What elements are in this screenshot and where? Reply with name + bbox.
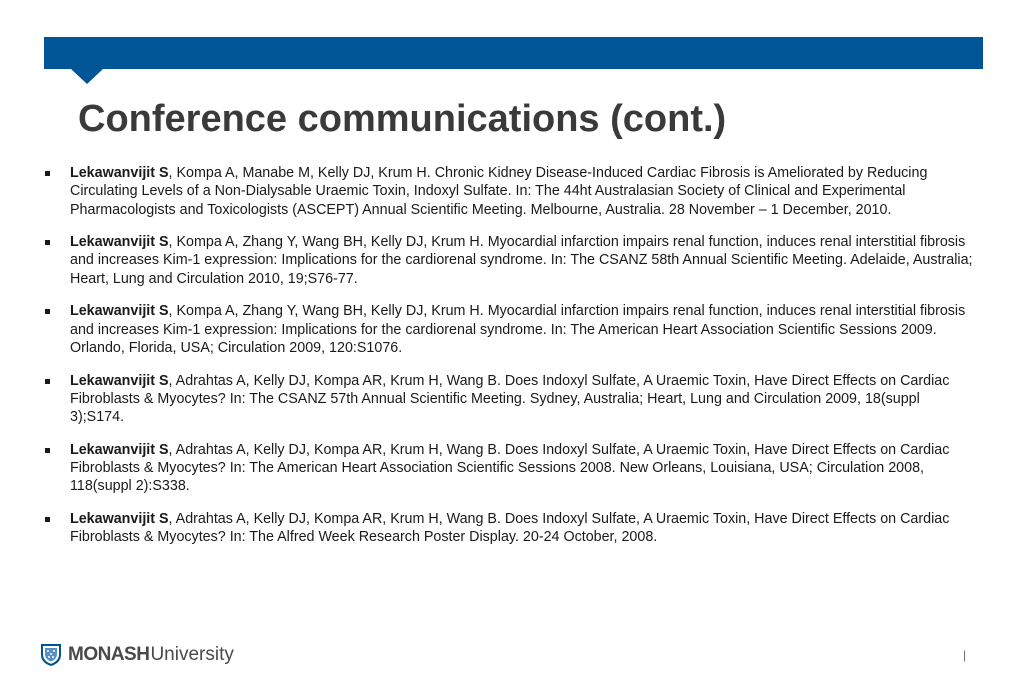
monash-crest-icon xyxy=(40,643,62,667)
logo-university-text: University xyxy=(150,644,234,665)
reference-author: Lekawanvijit S xyxy=(70,441,169,458)
reference-author: Lekawanvijit S xyxy=(70,372,169,389)
header-bar xyxy=(44,37,983,69)
reference-author: Lekawanvijit S xyxy=(70,165,169,181)
reference-author: Lekawanvijit S xyxy=(70,234,169,251)
square-bullet-icon xyxy=(45,448,50,453)
page-number-separator: | xyxy=(963,648,967,662)
reference-item xyxy=(44,441,974,496)
reference-details: , Kompa A, Zhang Y, Wang BH, Kelly DJ, Krum H. Myocardial infarction impairs renal function, induces renal interstitial fibrosis and increases Kim-1 expression: Implications for the cardiorenal syndrome. In: The American Heart Association Scientific Sessions 2009. Orlando, Florida, USA; Circulation 2009, 120:S1076. xyxy=(70,303,966,356)
reference-item xyxy=(44,164,974,219)
reference-item xyxy=(44,372,974,427)
reference-item xyxy=(44,302,974,357)
square-bullet-icon xyxy=(45,240,50,245)
logo-brand-text: MONASH xyxy=(68,644,150,665)
reference-details: , Kompa A, Zhang Y, Wang BH, Kelly DJ, Krum H. Myocardial infarction impairs renal function, induces renal interstitial fibrosis and increases Kim-1 expression: Implications for the cardiorenal syndrome. In: The CSANZ 58th Annual Scientific Meeting. Adelaide, Australia; Heart, Lung and Circulation 2010, 19;S76-77. xyxy=(70,234,973,287)
reference-details: , Adrahtas A, Kelly DJ, Kompa AR, Krum H, Wang B. Does Indoxyl Sulfate, A Uraemic Toxin, Have Direct Effects on Cardiac Fibroblasts & Myocytes? In: The American Heart Association Scientific Sessions 2008. New Orleans, Louisiana, USA; Circulation 2008, 118(suppl 2):S338. xyxy=(70,441,950,495)
slide-title: Conference communications (cont.) xyxy=(78,98,727,140)
square-bullet-icon xyxy=(45,379,50,384)
monash-university-logo xyxy=(40,642,234,668)
header-bar-notch xyxy=(71,69,103,84)
reference-details: , Adrahtas A, Kelly DJ, Kompa AR, Krum H, Wang B. Does Indoxyl Sulfate, A Uraemic Toxin, Have Direct Effects on Cardiac Fibroblasts & Myocytes? In: The CSANZ 57th Annual Scientific Meeting. Sydney, Australia; Heart, Lung and Circulation 2009, 18(suppl 3);S174. xyxy=(70,372,950,426)
square-bullet-icon xyxy=(45,171,50,176)
reference-author: Lekawanvijit S xyxy=(70,303,169,320)
reference-item xyxy=(44,233,974,288)
square-bullet-icon xyxy=(45,517,50,522)
reference-details: , Kompa A, Manabe M, Kelly DJ, Krum H. Chronic Kidney Disease-Induced Cardiac Fibrosis is Ameliorated by Reducing Circulating Levels of a Non-Dialysable Uraemic Toxin, Indoxyl Sulfate. In: The 44ht Australasian Society of Clinical and Experimental Pharmacologists and Toxicologists (ASCEPT) Annual Scientific Meeting. Melbourne, Australia. 28 November – 1 December, 2010. xyxy=(70,165,928,218)
reference-item xyxy=(44,510,974,547)
square-bullet-icon xyxy=(45,309,50,314)
reference-list xyxy=(44,164,974,561)
reference-author: Lekawanvijit S xyxy=(70,510,169,527)
reference-details: , Adrahtas A, Kelly DJ, Kompa AR, Krum H, Wang B. Does Indoxyl Sulfate, A Uraemic Toxin, Have Direct Effects on Cardiac Fibroblasts & Myocytes? In: The Alfred Week Research Poster Display. 20-24 October, 2008. xyxy=(70,510,950,546)
